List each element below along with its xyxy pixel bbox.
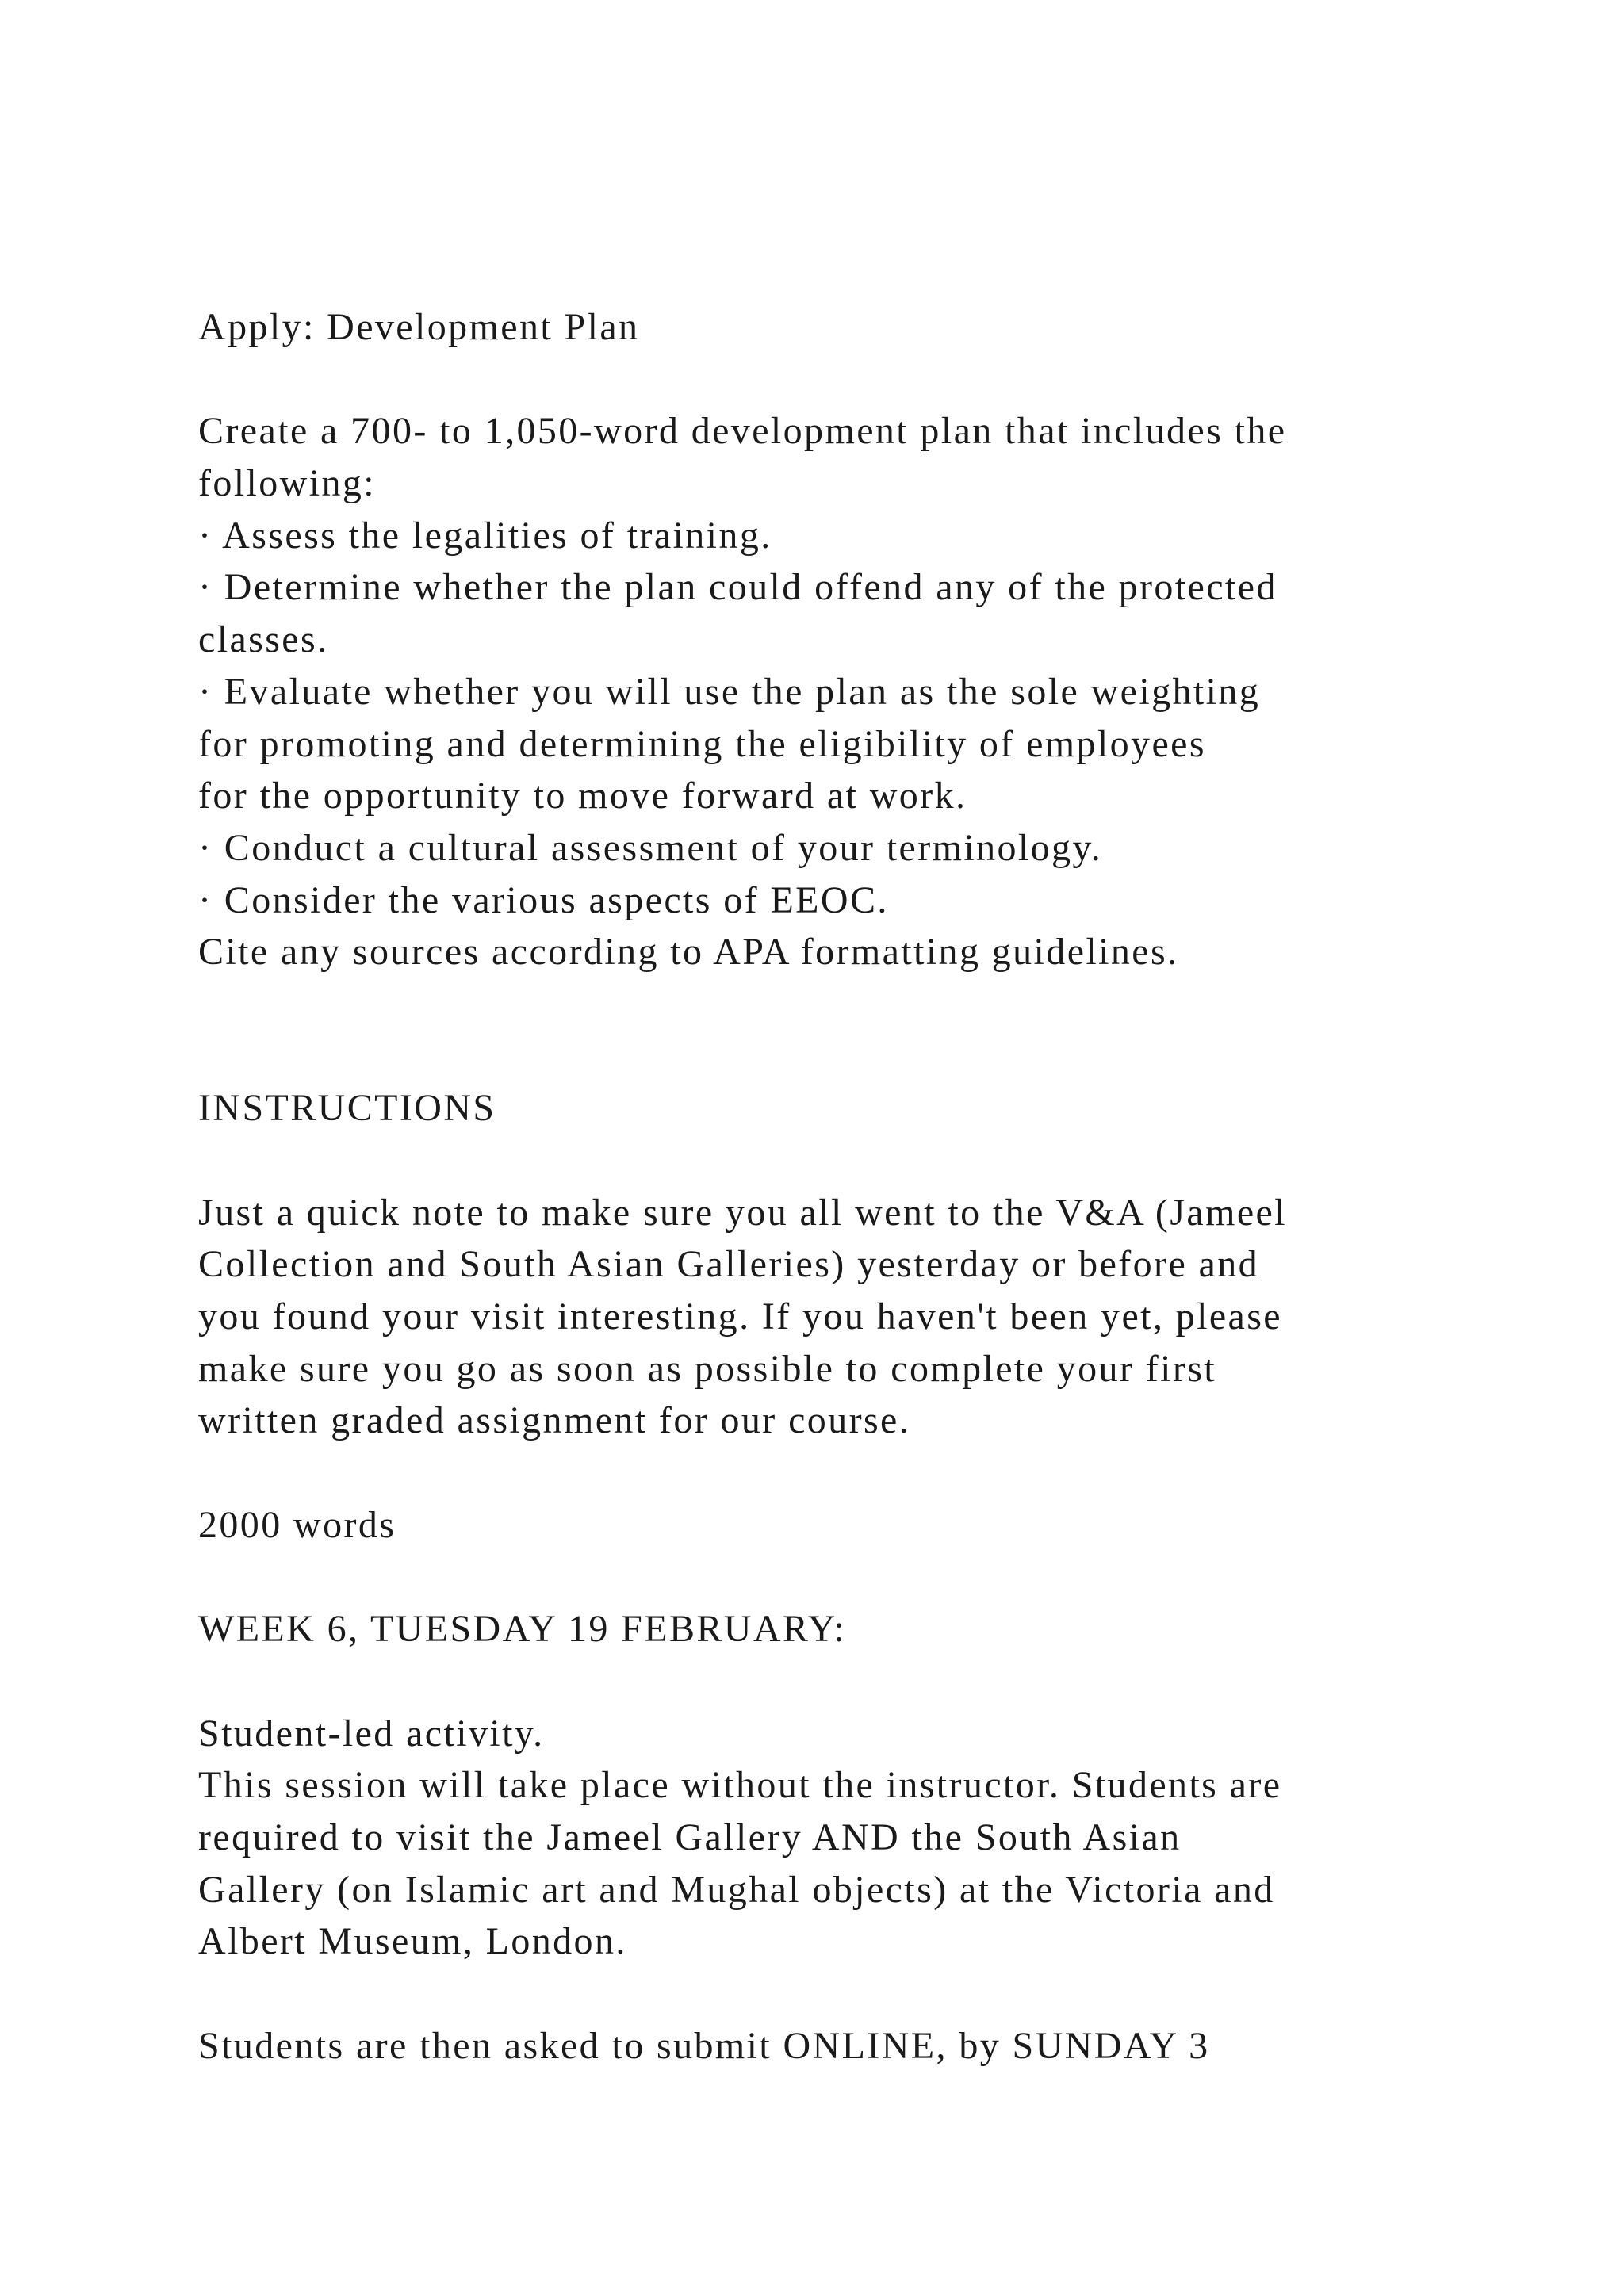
submit-line: Students are then asked to submit ONLINE, by SUNDAY 3	[198, 2024, 1210, 2067]
intro-line: Create a 700- to 1,050-word development plan that includes the	[198, 410, 1287, 453]
citation-line: Cite any sources according to APA formatting guidelines.	[198, 931, 1179, 974]
word-count: 2000 words	[198, 1503, 396, 1546]
spacer	[198, 1447, 1546, 1499]
bullet-line: · Consider the various aspects of EEOC.	[198, 878, 889, 921]
intro-line: following:	[198, 462, 376, 505]
activity-line: Gallery (on Islamic art and Mughal objects) at the Victoria and	[198, 1868, 1275, 1911]
week-heading: WEEK 6, TUESDAY 19 FEBRUARY:	[198, 1608, 847, 1651]
activity-line: required to visit the Jameel Gallery AND the South Asian	[198, 1816, 1182, 1858]
note-line: Just a quick note to make sure you all went to the V&A (Jameel	[198, 1191, 1287, 1234]
instructions-heading: INSTRUCTIONS	[198, 1087, 496, 1130]
spacer	[198, 1655, 1546, 1708]
activity-line: Albert Museum, London.	[198, 1920, 627, 1963]
document-title: Apply: Development Plan	[198, 306, 640, 348]
bullet-line: · Evaluate whether you will use the plan as the sole weighting	[198, 670, 1261, 713]
note-line: Collection and South Asian Galleries) yesterday or before and	[198, 1243, 1260, 1286]
spacer	[198, 978, 1546, 1031]
spacer	[198, 1135, 1546, 1187]
activity-line: Student-led activity.	[198, 1712, 545, 1755]
bullet-line: for the opportunity to move forward at work.	[198, 775, 967, 817]
spacer	[198, 354, 1546, 406]
bullet-line: · Assess the legalities of training.	[198, 514, 772, 557]
note-line: you found your visit interesting. If you haven't been yet, please	[198, 1295, 1283, 1338]
note-line: written graded assignment for our course.	[198, 1399, 911, 1442]
note-line: make sure you go as soon as possible to complete your first	[198, 1347, 1217, 1390]
document-body	[198, 301, 1546, 2072]
bullet-line: for promoting and determining the eligibility of employees	[198, 722, 1206, 765]
spacer	[198, 1552, 1546, 1604]
bullet-line: · Conduct a cultural assessment of your terminology.	[198, 826, 1103, 869]
spacer	[198, 1031, 1546, 1083]
bullet-line: · Determine whether the plan could offend any of the protected	[198, 566, 1277, 609]
bullet-line: classes.	[198, 618, 329, 661]
spacer	[198, 1968, 1546, 2020]
activity-line: This session will take place without the instructor. Students are	[198, 1764, 1282, 1807]
